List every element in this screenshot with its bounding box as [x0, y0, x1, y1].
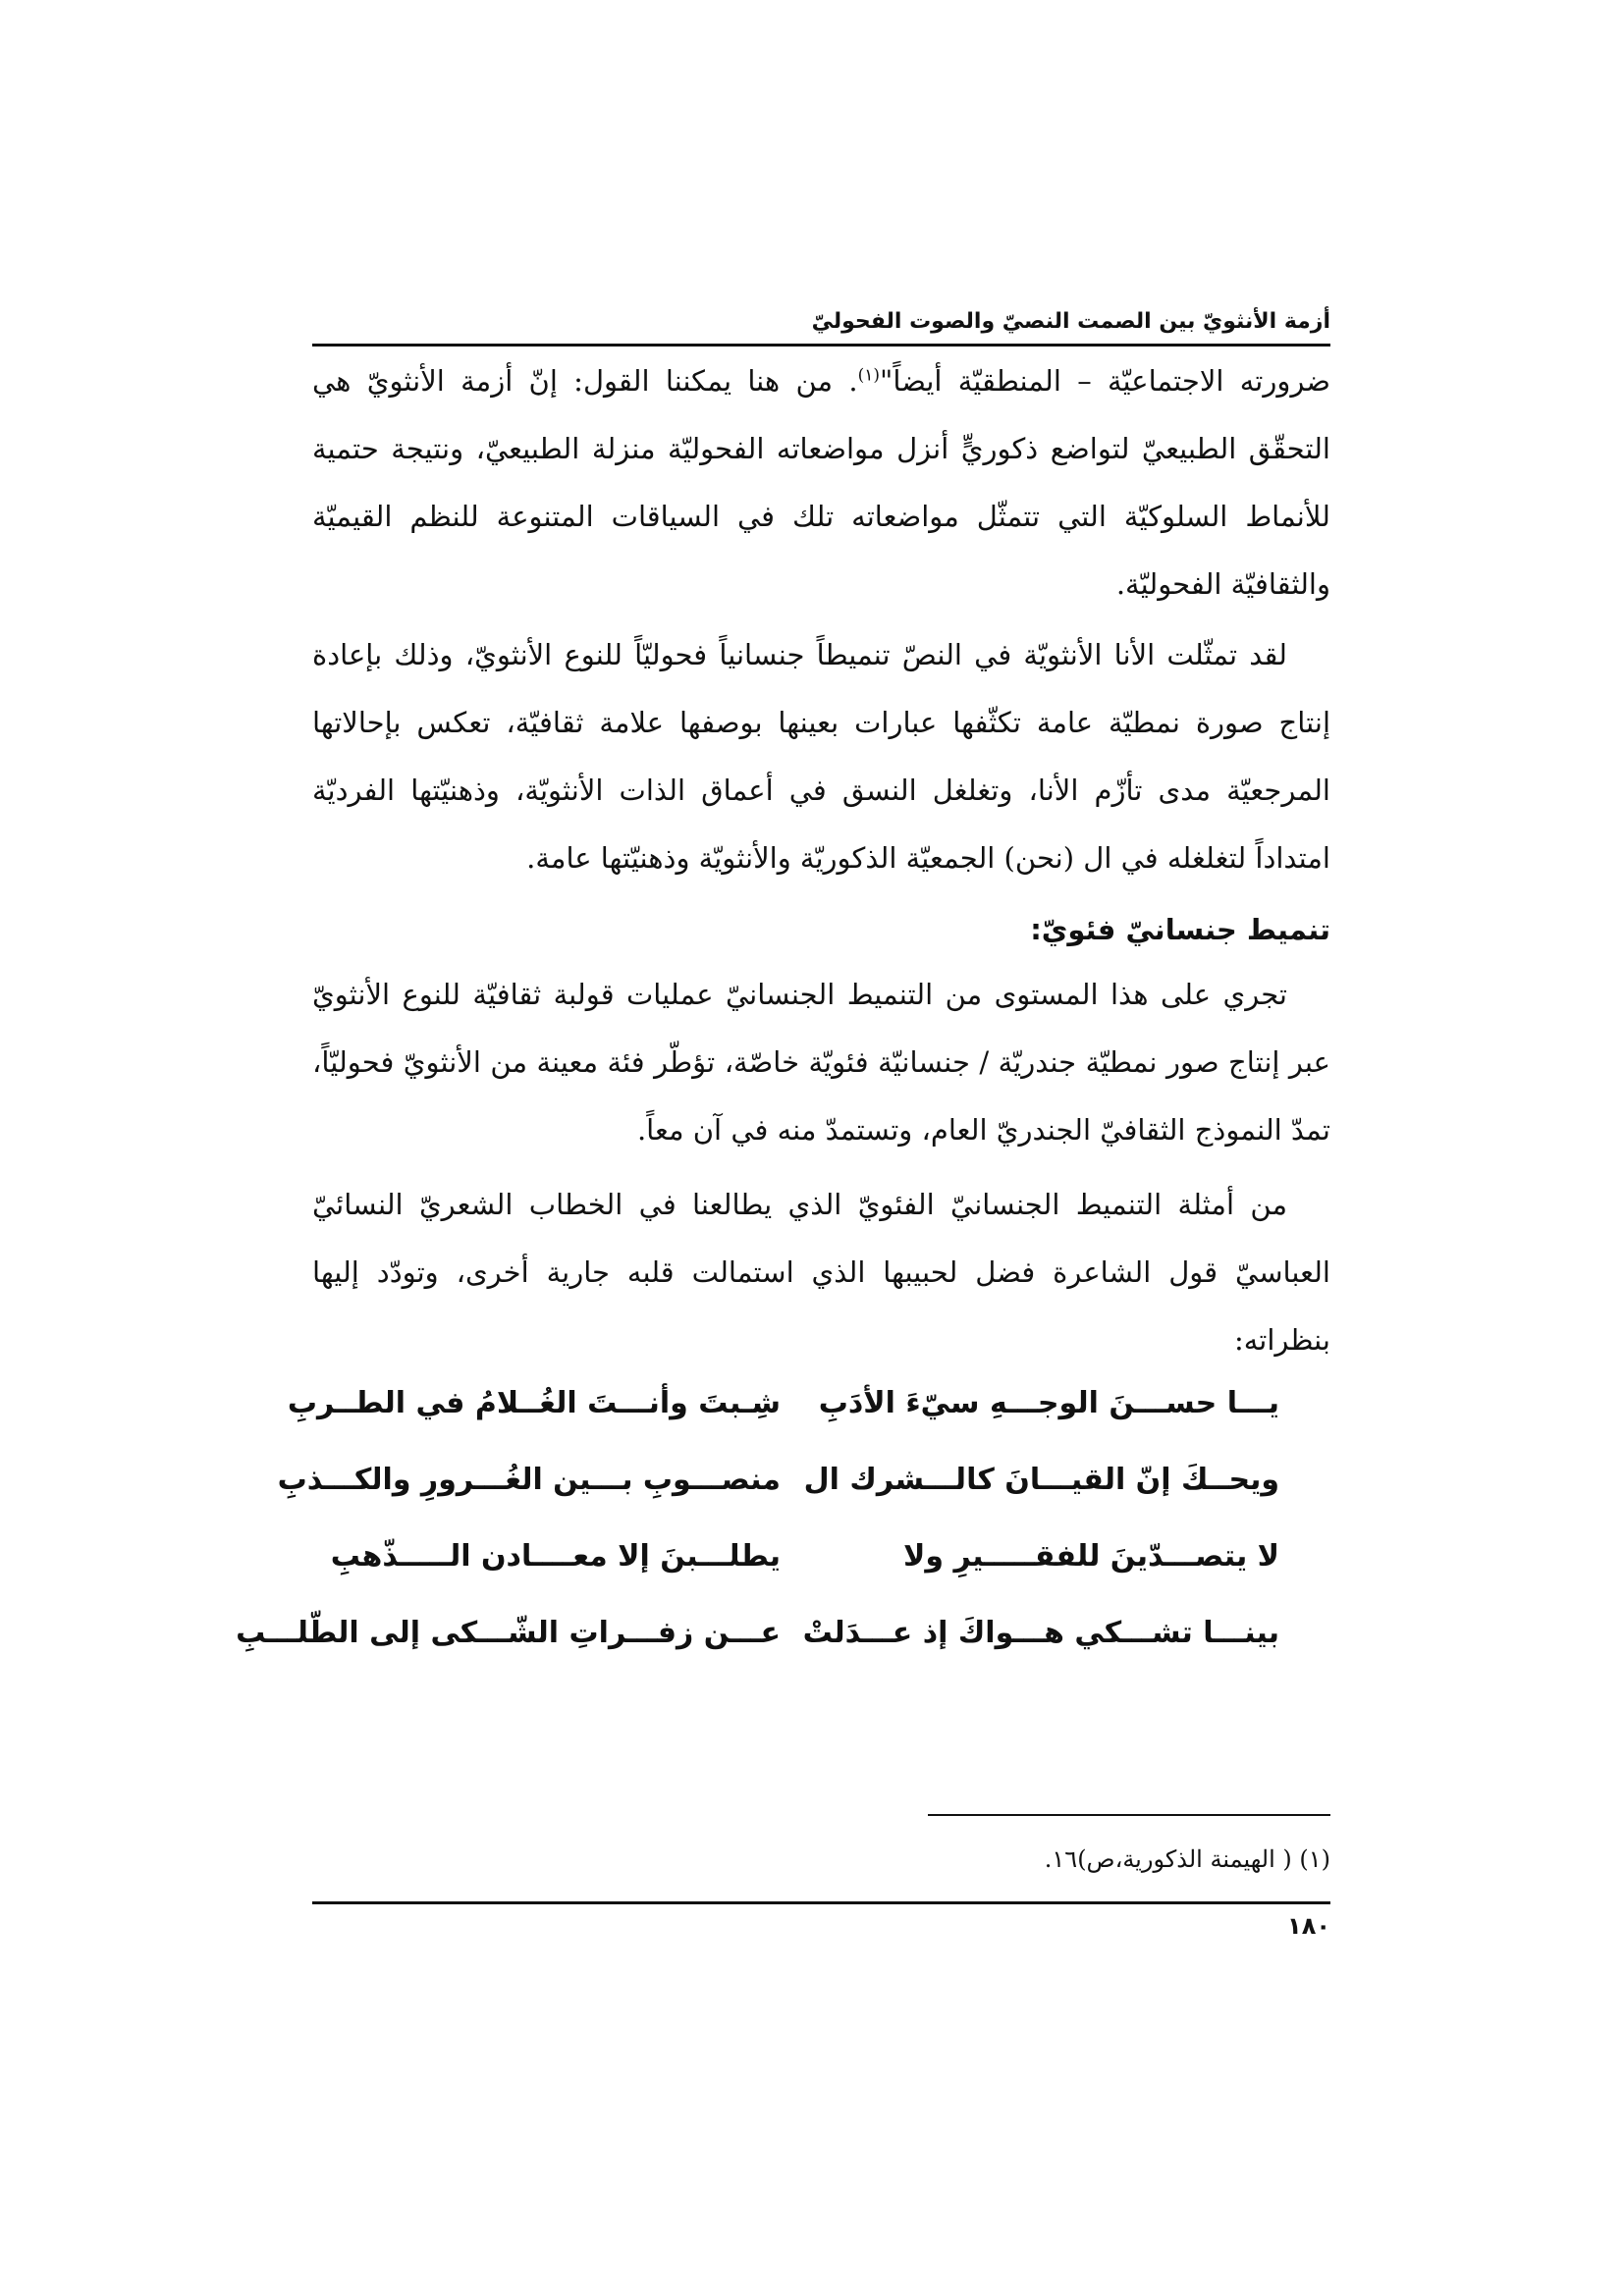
page-number: ١٨٠	[1287, 1912, 1330, 1940]
header-rule	[312, 344, 1330, 347]
paragraph-3-text: تجري على هذا المستوى من التنميط الجنسانيّ عمليات قولبة ثقافيّة للنوع الأنثويّ عبر إنتاج صور نمطيّة جندريّة / جنسانيّة فئويّة خاصّة، تؤطّر فئة معينة من الأنثويّ فحوليّاً، تمدّ النموذج الثقافيّ الجندريّ العام، وتستمدّ منه في آن معاً.	[312, 978, 1330, 1147]
verse-second-hemistich: شِـبتَ وأنـــتَ الغُــلامُ في الطــربِ	[287, 1386, 781, 1420]
footnote: (١) ( الهيمنة الذكورية،ص)١٦.	[1044, 1845, 1330, 1873]
verse-first-hemistich: ويحــكَ إنّ القيـــانَ كالـــشرك ال	[803, 1463, 1279, 1497]
footnote-ref[interactable]: (١)	[857, 365, 881, 386]
section-heading: تنميط جنسانيّ فئويّ:	[1030, 913, 1330, 946]
running-header: أزمة الأنثويّ بين الصمت النصيّ والصوت الفحوليّ	[811, 309, 1330, 334]
paragraph-3	[312, 961, 1330, 1164]
paragraph-1-after-note: . من هنا يمكننا القول: إنّ أزمة الأنثويّ هي التحقّق الطبيعيّ لتواضع ذكوريٍّ أنزل مواضعاته الفحوليّة منزلة الطبيعيّ، ونتيجة حتمية للأنماط السلوكيّة التي تتمثّل مواضعاته تلك في السياقات المتنوعة للنظم القيميّة والثقافيّة الفحوليّة.	[312, 364, 1330, 601]
footnote-rule	[928, 1814, 1330, 1816]
paragraph-2-text: لقد تمثّلت الأنا الأنثويّة في النصّ تنميطاً جنسانياً فحوليّاً للنوع الأنثويّ، وذلك بإعادة إنتاج صورة نمطيّة عامة تكثّفها عبارات بعينها بوصفها علامة ثقافيّة، تعكس بإحالاتها المرجعيّة مدى تأزّم الأنا، وتغلغل النسق في أعماق الذات الأنثويّة، وذهنيّتها الفرديّة امتداداً لتغلغله في ال (نحن) الجمعيّة الذكوريّة والأنثويّة وذهنيّتها عامة.	[312, 638, 1330, 875]
paragraph-4-text: من أمثلة التنميط الجنسانيّ الفئويّ الذي يطالعنا في الخطاب الشعريّ النسائيّ العباسيّ قول الشاعرة فضل لحبيبها الذي استمالت قلبه جارية أخرى، وتودّد إليها بنظراته:	[312, 1188, 1330, 1357]
verse-second-hemistich: منصـــوبِ بـــين الغُـــرورِ والكـــذبِ	[277, 1463, 781, 1497]
verse-line	[287, 1386, 1330, 1455]
footer-rule	[312, 1901, 1330, 1904]
paragraph-1-before-note: ضرورته الاجتماعيّة – المنطقيّة أيضاً"	[880, 364, 1330, 398]
paragraph-4	[312, 1171, 1330, 1374]
verse-line	[236, 1616, 1330, 1684]
paragraph-1	[312, 347, 1330, 618]
verse-second-hemistich: عـــن زفـــراتِ الشّـــكى إلى الطّلـــبِ	[236, 1616, 781, 1650]
paragraph-2	[312, 621, 1330, 892]
verse-first-hemistich: بينـــا تشـــكي هـــواكَ إذ عـــدَلتْ	[802, 1616, 1279, 1650]
verse-first-hemistich: يـــا حســـنَ الوجـــهِ سيّءَ الأدَبِ	[818, 1386, 1279, 1420]
verse-line	[312, 1539, 1330, 1608]
verse-first-hemistich: لا يتصـــدّينَ للفقـــــيرِ ولا	[903, 1539, 1279, 1574]
verse-line	[277, 1463, 1330, 1531]
verse-second-hemistich: يطلـــبنَ إلا معــــادن الـــــذّهبِ	[330, 1539, 781, 1574]
